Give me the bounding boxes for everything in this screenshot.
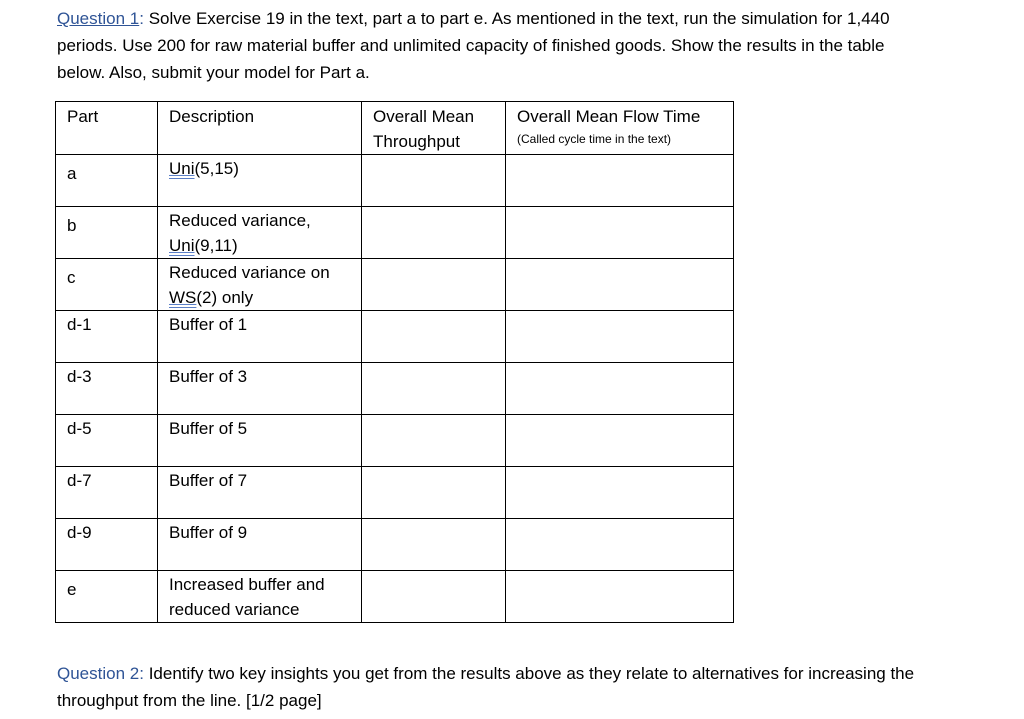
- question-1-label: Question 1:: [57, 9, 144, 28]
- row-part-cell: d-7: [56, 467, 158, 519]
- row-description-cell: Buffer of 5: [158, 415, 362, 467]
- row-throughput-cell[interactable]: [362, 519, 506, 571]
- question-1-paragraph: [57, 5, 937, 86]
- table-row: [56, 363, 734, 415]
- table-row: [56, 415, 734, 467]
- row-description-cell: Reduced variance, Uni(9,11): [158, 207, 362, 259]
- header-part: Part: [56, 102, 158, 155]
- row-description-cell: Buffer of 9: [158, 519, 362, 571]
- row-description-cell: Buffer of 3: [158, 363, 362, 415]
- row-description-cell: Buffer of 1: [158, 311, 362, 363]
- row-flow-time-cell[interactable]: [506, 259, 734, 311]
- row-flow-time-cell[interactable]: [506, 519, 734, 571]
- row-part-cell: c: [56, 259, 158, 311]
- row-part-cell: b: [56, 207, 158, 259]
- row-description-cell: Increased buffer and reduced variance: [158, 571, 362, 623]
- row-throughput-cell[interactable]: [362, 259, 506, 311]
- row-throughput-cell[interactable]: [362, 363, 506, 415]
- row-flow-time-cell[interactable]: [506, 571, 734, 623]
- row-throughput-cell[interactable]: [362, 467, 506, 519]
- row-throughput-cell[interactable]: [362, 155, 506, 207]
- results-table: [55, 101, 734, 623]
- question-2-label: Question 2:: [57, 664, 144, 683]
- header-throughput: Overall Mean Throughput: [362, 102, 506, 155]
- row-throughput-cell[interactable]: [362, 415, 506, 467]
- table-row: [56, 155, 734, 207]
- table-row: [56, 207, 734, 259]
- row-part-cell: e: [56, 571, 158, 623]
- header-description: Description: [158, 102, 362, 155]
- header-flow-time: Overall Mean Flow Time (Called cycle time in the text): [506, 102, 734, 155]
- row-part-cell: d-5: [56, 415, 158, 467]
- table-row: [56, 519, 734, 571]
- row-flow-time-cell[interactable]: [506, 207, 734, 259]
- question-1-text: Solve Exercise 19 in the text, part a to part e. As mentioned in the text, run the simulation for 1,440 periods. Use 200 for raw material buffer and unlimited capacity of finished goods. Show the results in the table below. Also, submit your model for Part a.: [57, 9, 890, 82]
- question-2-text: Identify two key insights you get from the results above as they relate to alternatives for increasing the throughput from the line. [1/2 page]: [57, 664, 915, 710]
- row-flow-time-cell[interactable]: [506, 311, 734, 363]
- row-throughput-cell[interactable]: [362, 571, 506, 623]
- row-description-cell: Uni(5,15): [158, 155, 362, 207]
- row-throughput-cell[interactable]: [362, 311, 506, 363]
- question-1-link[interactable]: Question 1: [57, 9, 140, 28]
- row-part-cell: a: [56, 155, 158, 207]
- header-flow-time-note: (Called cycle time in the text): [517, 132, 672, 146]
- row-flow-time-cell[interactable]: [506, 467, 734, 519]
- row-description-cell: Reduced variance on WS(2) only: [158, 259, 362, 311]
- table-header-row: [56, 102, 734, 155]
- table-row: [56, 311, 734, 363]
- row-part-cell: d-1: [56, 311, 158, 363]
- row-part-cell: d-9: [56, 519, 158, 571]
- row-flow-time-cell[interactable]: [506, 415, 734, 467]
- table-row: [56, 571, 734, 623]
- row-flow-time-cell[interactable]: [506, 363, 734, 415]
- question-2-link: Question 2: [57, 664, 140, 683]
- row-flow-time-cell[interactable]: [506, 155, 734, 207]
- row-description-cell: Buffer of 7: [158, 467, 362, 519]
- table-row: [56, 467, 734, 519]
- row-throughput-cell[interactable]: [362, 207, 506, 259]
- question-2-paragraph: [57, 660, 937, 714]
- row-part-cell: d-3: [56, 363, 158, 415]
- table-row: [56, 259, 734, 311]
